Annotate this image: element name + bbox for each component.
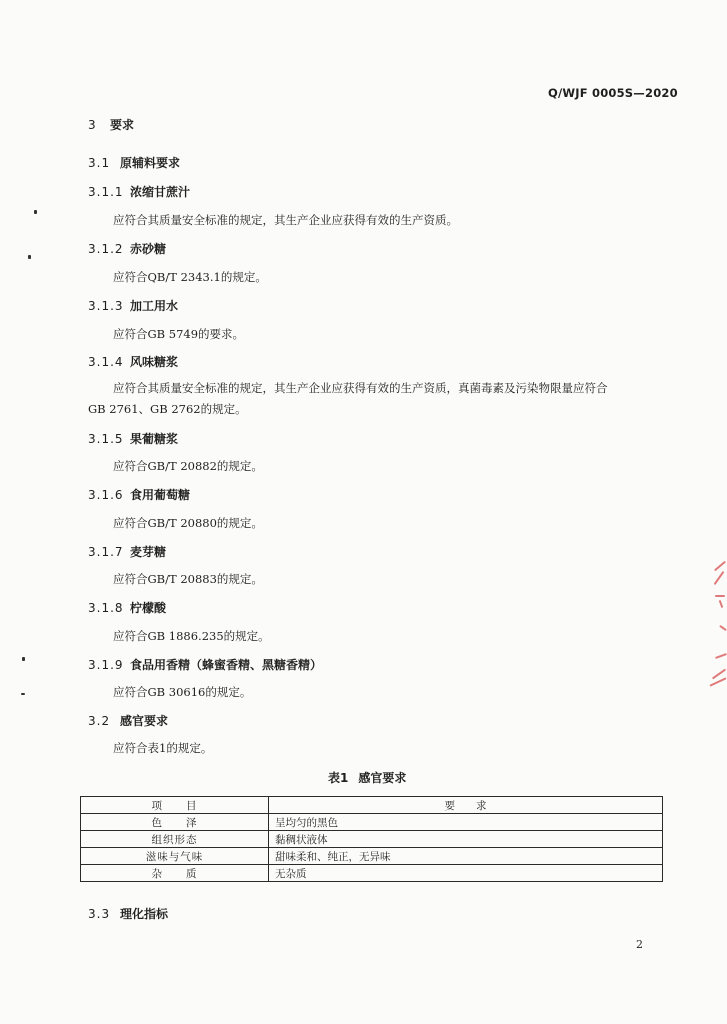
table-row (81, 831, 663, 848)
table-cell: 黏稠状液体 (269, 831, 663, 848)
section-number: 3.2 (88, 714, 111, 728)
section-number: 3.1.3 (88, 299, 124, 313)
paragraph-3-1-3: 应符合GB 5749的要求。 (113, 327, 245, 341)
section-heading-3-1-5 (88, 430, 178, 447)
scan-speck (34, 210, 37, 214)
table-row (81, 848, 663, 865)
section-number: 3.1.1 (88, 185, 124, 199)
section-title: 浓缩甘蔗汁 (130, 185, 191, 199)
section-title: 要求 (110, 118, 135, 132)
section-title: 加工用水 (130, 299, 179, 313)
paragraph-3-1-1: 应符合其质量安全标准的规定，其生产企业应获得有效的生产资质。 (113, 213, 458, 227)
table-cell: 无杂质 (269, 865, 663, 882)
section-title: 食用葡萄糖 (130, 488, 191, 502)
section-heading-3-3 (88, 905, 168, 922)
section-heading-3-1-4 (88, 353, 178, 370)
section-number: 3.1.9 (88, 658, 124, 672)
table-cell: 组织形态 (81, 831, 269, 848)
section-number: 3.1.5 (88, 432, 124, 446)
section-title: 理化指标 (120, 907, 169, 921)
section-number: 3 (88, 118, 97, 132)
section-title: 柠檬酸 (130, 601, 167, 615)
section-heading-3-1-3 (88, 297, 178, 314)
section-heading-3 (88, 116, 134, 133)
paragraph-3-1-4-line1: 应符合其质量安全标准的规定，其生产企业应获得有效的生产资质，真菌毒素及污染物限量应符合 (113, 381, 608, 395)
section-number: 3.3 (88, 907, 111, 921)
paragraph-3-2: 应符合表1的规定。 (113, 741, 213, 755)
table-cell: 甜味柔和、纯正，无异味 (269, 848, 663, 865)
standard-number: Q/WJF 0005S—2020 (548, 86, 678, 100)
section-number: 3.1 (88, 156, 111, 170)
table-header-row (81, 797, 663, 814)
section-title: 果葡糖浆 (130, 432, 179, 446)
table-cell: 呈均匀的黑色 (269, 814, 663, 831)
paragraph-3-1-2: 应符合QB/T 2343.1的规定。 (113, 270, 267, 284)
paragraph-3-1-7: 应符合GB/T 20883的规定。 (113, 572, 263, 586)
section-title: 原辅料要求 (120, 156, 181, 170)
section-title: 感官要求 (120, 714, 169, 728)
scan-speck (21, 693, 25, 695)
section-title: 麦芽糖 (130, 545, 167, 559)
section-title: 食品用香精（蜂蜜香精、黑糖香精） (130, 658, 323, 672)
table-cell: 滋味与气味 (81, 848, 269, 865)
section-title: 赤砂糖 (130, 242, 167, 256)
section-heading-3-1 (88, 154, 180, 171)
section-number: 3.1.4 (88, 355, 124, 369)
section-heading-3-1-7 (88, 543, 166, 560)
paragraph-3-1-8: 应符合GB 1886.235的规定。 (113, 629, 270, 643)
table-cell: 杂 质 (81, 865, 269, 882)
paragraph-3-1-9: 应符合GB 30616的规定。 (113, 685, 252, 699)
section-heading-3-1-8 (88, 599, 166, 616)
section-heading-3-2 (88, 712, 168, 729)
paragraph-3-1-5: 应符合GB/T 20882的规定。 (113, 459, 263, 473)
paragraph-3-1-6: 应符合GB/T 20880的规定。 (113, 516, 263, 530)
page-number: 2 (636, 938, 643, 951)
section-title: 风味糖浆 (130, 355, 179, 369)
section-heading-3-1-2 (88, 240, 166, 257)
scan-speck (28, 255, 31, 259)
table-caption-number: 表1 (328, 771, 349, 785)
table-row (81, 865, 663, 882)
table-caption-title: 感官要求 (358, 771, 407, 785)
section-heading-3-1-6 (88, 486, 190, 503)
table-header-cell: 项 目 (81, 797, 269, 814)
table-cell: 色 泽 (81, 814, 269, 831)
paragraph-3-1-4-line2: GB 2761、GB 2762的规定。 (88, 402, 247, 416)
section-heading-3-1-1 (88, 183, 190, 200)
section-number: 3.1.2 (88, 242, 124, 256)
red-seal-stamp (705, 555, 727, 690)
scan-speck (22, 657, 25, 661)
section-number: 3.1.7 (88, 545, 124, 559)
section-number: 3.1.6 (88, 488, 124, 502)
sensory-requirements-table (80, 796, 663, 882)
table-header-cell: 要 求 (269, 797, 663, 814)
table-caption (328, 769, 406, 786)
section-heading-3-1-9 (88, 656, 322, 673)
section-number: 3.1.8 (88, 601, 124, 615)
table-row (81, 814, 663, 831)
